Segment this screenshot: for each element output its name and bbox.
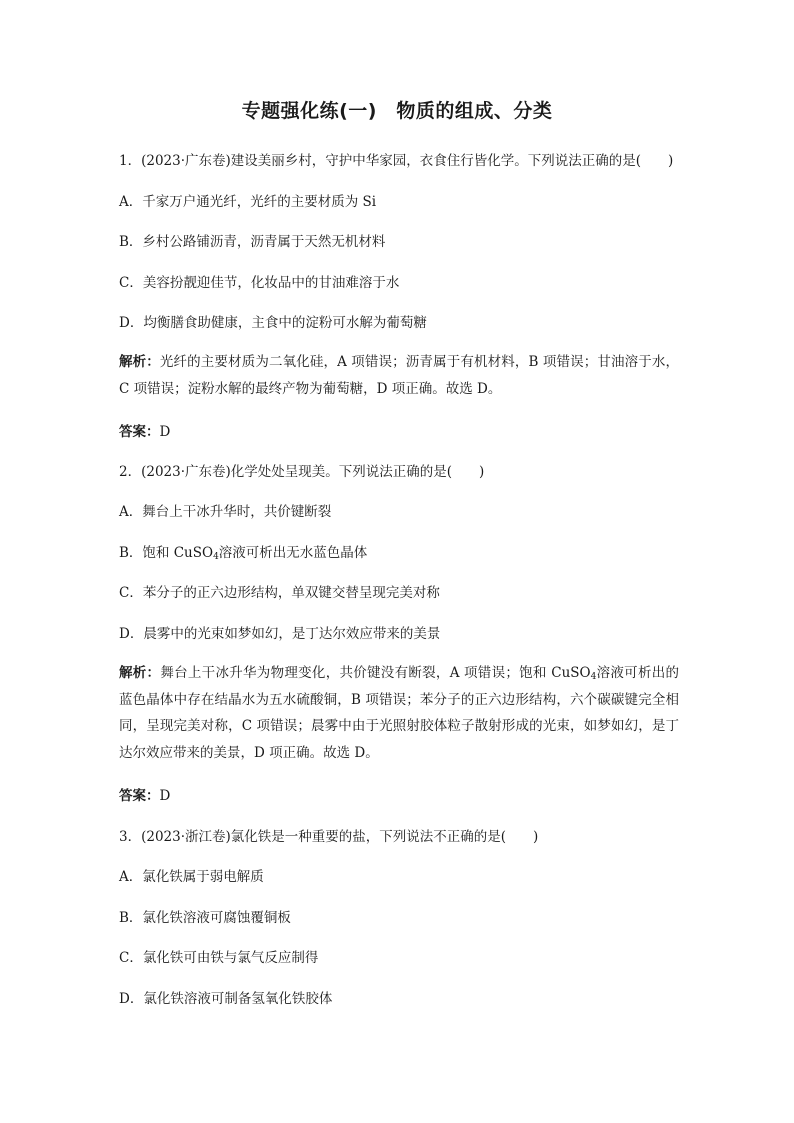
answer-label: 答案：: [119, 788, 160, 804]
question-1-option-d: D．均衡膳食助健康，主食中的淀粉可水解为葡萄糖: [119, 315, 427, 331]
analysis-label: 解析：: [119, 665, 161, 681]
question-3-option-d: D．氯化铁溶液可制备氢氧化铁胶体: [119, 991, 333, 1007]
question-2-option-a: A．舞台上干冰升华时，共价键断裂: [119, 504, 332, 520]
answer-value: D: [159, 788, 171, 804]
question-2-option-b: B．饱和 CuSO$_4$溶液可析出无水蓝色晶体: [119, 545, 368, 562]
question-3-option-b: B．氯化铁溶液可腐蚀覆铜板: [119, 910, 291, 926]
answer-value: D: [159, 424, 171, 440]
question-1-answer: [119, 422, 679, 442]
analysis-text: 光纤的主要材质为二氧化硅，A 项错误；沥青属于有机材料，B 项错误；甘油溶于水，C 项错误；淀粉水解的最终产物为葡萄糖，D 项正确。故选 D。: [119, 354, 679, 397]
question-1-stem: 1．(2023·广东卷)建设美丽乡村，守护中华家园，衣食住行皆化学。下列说法正确的是( ): [119, 153, 674, 169]
question-1-option-b: B．乡村公路铺沥青，沥青属于天然无机材料: [119, 234, 386, 250]
question-1-option-a: A．千家万户通光纤，光纤的主要材质为 Si: [119, 194, 377, 210]
question-2-option-d: D．晨雾中的光束如梦如幻，是丁达尔效应带来的美景: [119, 626, 441, 642]
question-3-option-c: C．氯化铁可由铁与氯气反应制得: [119, 950, 319, 966]
question-2-answer: [119, 786, 679, 806]
question-3-option-a: A．氯化铁属于弱电解质: [119, 869, 264, 885]
answer-label: 答案：: [119, 424, 160, 440]
page-title: 专题强化练(一) 物质的组成、分类: [241, 100, 553, 122]
question-1-option-c: C．美容扮靓迎佳节，化妆品中的甘油难溶于水: [119, 275, 400, 291]
question-3-stem: 3．(2023·浙江卷)氯化铁是一种重要的盐，下列说法不正确的是( ): [119, 829, 539, 845]
question-1-analysis: [119, 349, 679, 402]
question-2-option-c: C．苯分子的正六边形结构，单双键交替呈现完美对称: [119, 585, 440, 601]
analysis-label: 解析：: [119, 354, 160, 370]
question-2-stem: 2．(2023·广东卷)化学处处呈现美。下列说法正确的是( ): [119, 464, 485, 480]
question-2-analysis: 解析：舞台上干冰升华为物理变化，共价键没有断裂，A 项错误；饱和 CuSO$_4$溶液可析出的蓝色晶体中存在结晶水为五水硫酸铜，B 项错误；苯分子的正六边形结构，六个碳碳键完全相同，呈现完美对称，C 项错误；晨雾中由于光照射胶体粒子散射形成的光束，如梦如幻，是丁达尔效应带来的美景，D 项正确。故选 D。: [119, 665, 680, 761]
